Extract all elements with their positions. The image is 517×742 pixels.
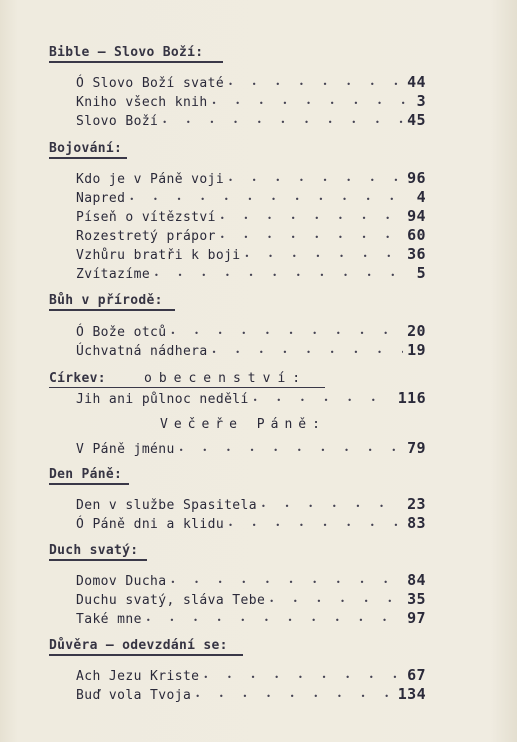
entry-title: Den v službe Spasitela [76,498,257,513]
entry-page: 60 [407,226,426,244]
heading-underline [49,61,223,63]
entry-title: Také mne [76,612,142,627]
entry-title: Jih ani půlnoc nedělí [76,392,249,407]
index-entry [76,111,426,129]
heading-underline [49,483,129,485]
entry-page: 19 [407,341,426,359]
leader-dots [269,593,403,608]
index-entry [76,514,426,532]
section-heading: Duch svatý: [49,543,139,558]
leader-dots [146,612,403,627]
entry-page: 4 [416,188,426,206]
entry-page: 94 [407,207,426,225]
leader-dots [228,517,403,532]
leader-dots [212,344,403,359]
entry-title: V Páně jménu [76,442,175,457]
index-entry [76,245,426,263]
index-entry [76,226,426,244]
section-subheading: Večeře Páně: [160,417,326,432]
index-entry [76,169,426,187]
entry-title: Úchvatná nádhera [76,344,208,359]
entry-title: Slovo Boží [76,114,159,129]
entry-title: Ó Bože otců [76,325,167,340]
index-entry [76,341,426,359]
heading-underline [49,309,175,311]
section-heading: Bojování: [49,141,123,156]
entry-page: 84 [407,571,426,589]
entry-page: 44 [407,73,426,91]
section-heading: Důvěra – odevzdání se: [49,638,228,653]
leader-dots [203,669,403,684]
index-entry [76,666,426,684]
index-entry [76,92,426,110]
leader-dots [154,267,413,282]
leader-dots [195,688,394,703]
leader-dots [171,325,404,340]
leader-dots [129,191,412,206]
entry-title: Kniho všech knih [76,95,208,110]
entry-page: 97 [407,609,426,627]
entry-page: 5 [416,264,426,282]
leader-dots [220,229,403,244]
index-entry [76,73,426,91]
leader-dots [228,172,403,187]
entry-page: 36 [407,245,426,263]
heading-underline [49,387,325,388]
leader-dots [261,498,403,513]
index-entry [76,685,426,703]
heading-underline [49,157,127,159]
entry-page: 3 [416,92,426,110]
heading-underline [49,559,147,561]
leader-dots [228,76,403,91]
index-entry [76,439,426,457]
section-heading-spread: obecenství: [144,371,308,386]
entry-title: Buď vola Tvoja [76,688,192,703]
index-entry [76,322,426,340]
entry-page: 96 [407,169,426,187]
entry-title: Ó Páně dni a klidu [76,517,225,532]
entry-page: 116 [397,389,426,407]
index-entry [76,389,426,407]
index-entry [76,590,426,608]
section-heading: Den Páně: [49,467,123,482]
entry-title: Píseň o vítězství [76,210,216,225]
index-entry [76,495,426,513]
entry-page: 134 [397,685,426,703]
entry-title: Ach Jezu Kriste [76,669,200,684]
section-heading: Církev: [49,371,106,386]
entry-title: Duchu svatý, sláva Tebe [76,593,266,608]
entry-title: Vzhůru bratři k boji [76,248,241,263]
heading-underline [49,654,243,656]
index-entry [76,188,426,206]
leader-dots [212,95,413,110]
entry-page: 35 [407,590,426,608]
leader-dots [171,574,404,589]
leader-dots [162,114,403,129]
section-heading: Bible – Slovo Boží: [49,45,204,60]
leader-dots [220,210,403,225]
entry-title: Domov Ducha [76,574,167,589]
entry-title: Napred [76,191,126,206]
entry-title: Zvítazíme [76,267,151,282]
entry-title: Ó Slovo Boží svaté [76,76,225,91]
entry-page: 23 [407,495,426,513]
index-entry [76,207,426,225]
leader-dots [245,248,404,263]
entry-page: 79 [407,439,426,457]
index-entry [76,571,426,589]
entry-page: 45 [407,111,426,129]
leader-dots [253,392,394,407]
index-entry [76,609,426,627]
index-entry [76,264,426,282]
entry-title: Rozestretý prápor [76,229,216,244]
entry-page: 67 [407,666,426,684]
leader-dots [179,442,403,457]
section-heading: Bůh v přírodě: [49,293,163,308]
entry-page: 20 [407,322,426,340]
entry-page: 83 [407,514,426,532]
entry-title: Kdo je v Páně voji [76,172,225,187]
